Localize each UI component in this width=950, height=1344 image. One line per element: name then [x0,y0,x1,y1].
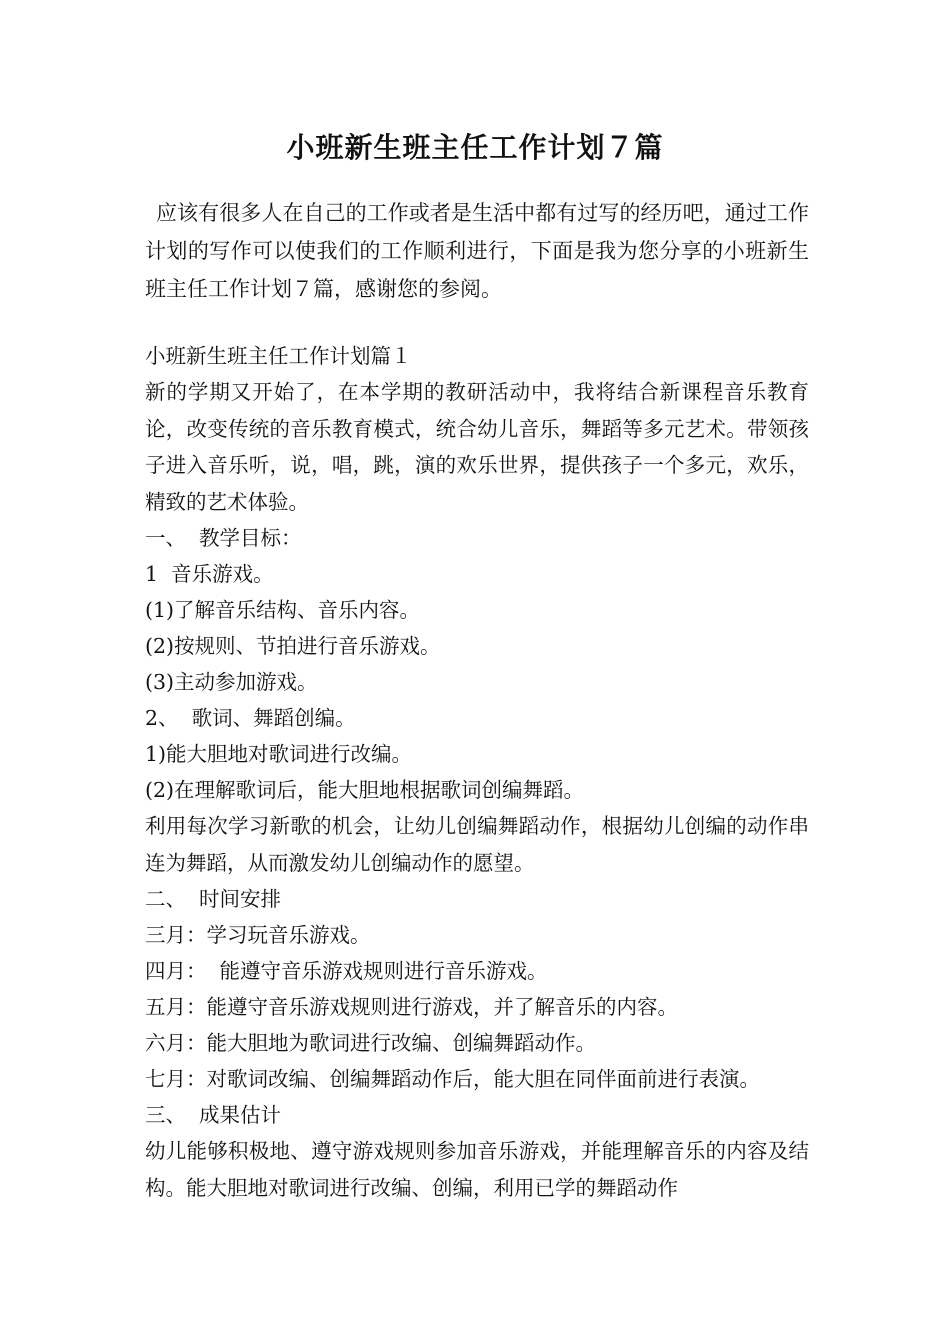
list-item: 1 音乐游戏。 [145,562,274,586]
schedule-item: 五月：能遵守音乐游戏规则进行游戏，并了解音乐的内容。 [145,995,678,1019]
goal2-paragraph: 利用每次学习新歌的机会，让幼儿创编舞蹈动作，根据幼儿创编的动作串连为舞蹈，从而激发幼儿创编动作的愿望。 [145,814,809,875]
document-title: 小班新生班主任工作计划７篇 [286,131,664,164]
list-item: (1)了解音乐结构、音乐内容。 [145,598,421,622]
section-heading: 小班新生班主任工作计划篇１ [145,344,412,368]
section-paragraph: 新的学期又开始了，在本学期的教研活动中，我将结合新课程音乐教育论，改变传统的音乐教育模式，统合幼儿音乐，舞蹈等多元艺术。带领孩子进入音乐听，说，唱，跳，演的欢乐世界，提供孩子一个多元，欢乐，精致的艺术体验。 [145,380,809,514]
list-item: 1)能大胆地对歌词进行改编。 [145,742,413,766]
schedule-heading: 二、 时间安排 [145,887,282,911]
intro-paragraph: 应该有很多人在自己的工作或者是生活中都有过写的经历吧，通过工作计划的写作可以使我们的工作顺利进行，下面是我为您分享的小班新生班主任工作计划７篇，感谢您的参阅。 [145,201,809,301]
schedule-item: 四月： 能遵守音乐游戏规则进行音乐游戏。 [145,959,548,983]
schedule-item: 三月：学习玩音乐游戏。 [145,923,371,947]
list-item: (3)主动参加游戏。 [145,670,318,694]
list-item: 2、 歌词、舞蹈创编。 [145,706,356,730]
schedule-item: 七月：对歌词改编、创编舞蹈动作后，能大胆在同伴面前进行表演。 [145,1067,760,1091]
goals-heading: 一、 教学目标： [145,526,302,550]
schedule-item: 六月：能大胆地为歌词进行改编、创编舞蹈动作。 [145,1031,596,1055]
list-item: (2)按规则、节拍进行音乐游戏。 [145,634,441,658]
results-paragraph: 幼儿能够积极地、遵守游戏规则参加音乐游戏，并能理解音乐的内容及结构。能大胆地对歌词进行改编、创编，利用已学的舞蹈动作 [145,1139,809,1200]
list-item: (2)在理解歌词后，能大胆地根据歌词创编舞蹈。 [145,778,585,802]
document-body [145,338,809,1206]
results-heading: 三、 成果估计 [145,1103,282,1127]
